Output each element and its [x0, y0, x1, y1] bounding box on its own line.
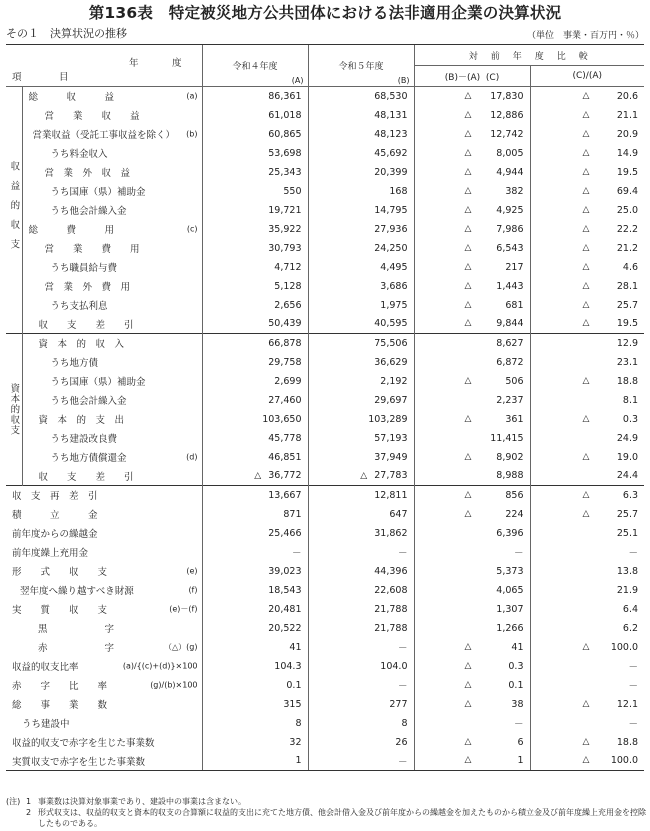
- negative-triangle-icon: △: [360, 471, 368, 482]
- row-label: 実 質 収 支 (e)－(f): [12, 604, 198, 616]
- header-comparison: 対 前 年 度 比 較: [414, 45, 644, 66]
- cell-r4: 86,361: [202, 87, 308, 106]
- row-label: 前年度からの繰越金: [12, 529, 98, 540]
- group-label-shihon: 資本的収支: [6, 334, 22, 486]
- table-row: [6, 239, 644, 258]
- cell-r4: 50,439: [202, 315, 308, 334]
- table-row: [6, 87, 644, 106]
- cell-r4: 61,018: [202, 106, 308, 125]
- cell-r4: 32: [202, 733, 308, 752]
- cell-r5: －: [308, 752, 414, 771]
- cell-r5: 104.0: [308, 657, 414, 676]
- header-r4-ref: (A): [291, 76, 304, 85]
- cell-diff: △ 6: [414, 733, 530, 752]
- unit-note: （単位 事業・百万円・％）: [526, 31, 644, 41]
- cell-r4: 19,721: [202, 201, 308, 220]
- row-label: うち料金収入: [50, 149, 108, 160]
- cell-diff: △ 4,925: [414, 201, 530, 220]
- cell-diff: △ 0.1: [414, 676, 530, 695]
- cell-diff: △ 1: [414, 752, 530, 771]
- cell-diff: △ 9,844: [414, 315, 530, 334]
- row-label: 収 支 差 引: [38, 319, 134, 331]
- negative-triangle-icon: △: [582, 451, 590, 462]
- cell-ratio: 6.4: [530, 600, 644, 619]
- cell-r5: －: [308, 543, 414, 562]
- table-row: [6, 334, 644, 353]
- row-label: 営 業 外 収 益: [44, 168, 131, 179]
- row-ref: (g)/(b)×100: [150, 680, 198, 690]
- row-label: 前年度繰上充用金: [12, 548, 89, 559]
- cell-r5: 8: [308, 714, 414, 733]
- row-label: 収 支 再 差 引: [6, 486, 202, 505]
- cell-r5: 277: [308, 695, 414, 714]
- negative-triangle-icon: △: [464, 679, 472, 690]
- negative-triangle-icon: △: [464, 109, 472, 120]
- row-ref: (e): [186, 566, 198, 576]
- cell-diff: △ 856: [414, 486, 530, 505]
- cell-ratio: △ 18.8: [530, 733, 644, 752]
- table-row: [6, 543, 644, 562]
- cell-r5: 31,862: [308, 524, 414, 543]
- cell-r4: 39,023: [202, 562, 308, 581]
- cell-r5: 1,975: [308, 296, 414, 315]
- table-row: [6, 676, 644, 695]
- cell-diff: 11,415: [414, 429, 530, 448]
- cell-r5: 36,629: [308, 353, 414, 372]
- cell-r4: 0.1: [202, 676, 308, 695]
- table-row: [6, 201, 644, 220]
- row-ref: (f): [188, 585, 198, 595]
- row-label: 資 本 的 支 出: [38, 415, 125, 426]
- negative-triangle-icon: △: [254, 471, 262, 482]
- cell-diff: △ 382: [414, 182, 530, 201]
- negative-triangle-icon: △: [582, 90, 590, 101]
- cell-r4: －: [202, 543, 308, 562]
- negative-triangle-icon: △: [582, 204, 590, 215]
- row-label: 収益的収支比率 (a)/{(c)+(d)}×100: [12, 661, 198, 673]
- table-row: [6, 714, 644, 733]
- cell-r4: 60,865: [202, 125, 308, 144]
- cell-ratio: △ 20.6: [530, 87, 644, 106]
- negative-triangle-icon: △: [582, 185, 590, 196]
- cell-diff: 4,065: [414, 581, 530, 600]
- notes-head: (注): [6, 797, 21, 806]
- cell-ratio: 13.8: [530, 562, 644, 581]
- row-label: うち建設改良費: [50, 434, 118, 445]
- cell-r4: 2,656: [202, 296, 308, 315]
- cell-r4: 35,922: [202, 220, 308, 239]
- cell-r4: 1: [202, 752, 308, 771]
- cell-ratio: △ 4.6: [530, 258, 644, 277]
- negative-triangle-icon: △: [464, 508, 472, 519]
- negative-triangle-icon: △: [464, 660, 472, 671]
- cell-r4: 66,878: [202, 334, 308, 353]
- table-row: [6, 372, 644, 391]
- cell-ratio: －: [530, 714, 644, 733]
- cell-r5: 103,289: [308, 410, 414, 429]
- cell-r5: 3,686: [308, 277, 414, 296]
- negative-triangle-icon: △: [464, 489, 472, 500]
- footnotes: (注) 1 事業数は決算対象事業であり、建設中の事業は含まない。 2 形式収支は、収益的収支と資本的収支の合算額に収益的支出に充てた地方債、他会計借入金及び前年度からの繰越金を加えたものから積立金及び前年度繰上充用金を控除したものである。: [6, 797, 646, 828]
- negative-triangle-icon: △: [464, 185, 472, 196]
- cell-r5: 21,788: [308, 619, 414, 638]
- table-row: [6, 410, 644, 429]
- cell-diff: 1,307: [414, 600, 530, 619]
- negative-triangle-icon: △: [582, 280, 590, 291]
- row-ref: （△）(g): [164, 642, 198, 652]
- table-row: [6, 638, 644, 657]
- cell-r5: 37,949: [308, 448, 414, 467]
- negative-triangle-icon: △: [464, 280, 472, 291]
- negative-triangle-icon: △: [464, 166, 472, 177]
- cell-diff: 2,237: [414, 391, 530, 410]
- cell-diff: 8,627: [414, 334, 530, 353]
- cell-r4: 103,650: [202, 410, 308, 429]
- table-row: [6, 733, 644, 752]
- header-item: 項 目: [12, 72, 83, 83]
- cell-r4: 46,851: [202, 448, 308, 467]
- negative-triangle-icon: △: [464, 451, 472, 462]
- cell-r5: 4,495: [308, 258, 414, 277]
- table-row: [6, 144, 644, 163]
- cell-r4: 25,466: [202, 524, 308, 543]
- cell-ratio: △ 20.9: [530, 125, 644, 144]
- table-row: [6, 467, 644, 486]
- header-year: 年 度: [128, 58, 194, 69]
- cell-r5: 45,692: [308, 144, 414, 163]
- table-row: [6, 581, 644, 600]
- note-1: 事業数は決算対象事業であり、建設中の事業は含まない。: [38, 797, 246, 806]
- cell-r4: 8: [202, 714, 308, 733]
- table-body: [6, 87, 644, 771]
- row-label: うち国庫（県）補助金: [50, 377, 146, 388]
- row-label: うち国庫（県）補助金: [50, 187, 146, 198]
- section-subtitle: その１ 決算状況の推移: [6, 27, 127, 40]
- negative-triangle-icon: △: [582, 109, 590, 120]
- cell-ratio: △ 18.8: [530, 372, 644, 391]
- cell-r5: －: [308, 676, 414, 695]
- row-label: 総 収 益 (a): [28, 91, 198, 104]
- negative-triangle-icon: △: [464, 90, 472, 101]
- table-row: [6, 315, 644, 334]
- row-label: 赤 字 比 率 (g)/(b)×100: [12, 680, 198, 692]
- cell-r4: 104.3: [202, 657, 308, 676]
- negative-triangle-icon: △: [582, 261, 590, 272]
- negative-triangle-icon: △: [582, 641, 590, 652]
- cell-ratio: △ 19.5: [530, 163, 644, 182]
- cell-r5: 27,936: [308, 220, 414, 239]
- cell-diff: △ 8,005: [414, 144, 530, 163]
- cell-r5: 40,595: [308, 315, 414, 334]
- cell-ratio: △ 0.3: [530, 410, 644, 429]
- page-title: 第136表 特定被災地方公共団体における法非適用企業の決算状況: [88, 4, 562, 22]
- cell-ratio: △ 19.5: [530, 315, 644, 334]
- negative-triangle-icon: △: [464, 375, 472, 386]
- negative-triangle-icon: △: [582, 489, 590, 500]
- cell-ratio: △ 25.7: [530, 505, 644, 524]
- cell-diff: △ 12,886: [414, 106, 530, 125]
- cell-r5: △ 27,783: [308, 467, 414, 486]
- table-row: [6, 125, 644, 144]
- negative-triangle-icon: △: [582, 242, 590, 253]
- cell-diff: 1,266: [414, 619, 530, 638]
- cell-r5: 48,123: [308, 125, 414, 144]
- row-label: 総 費 用 (c): [28, 224, 198, 236]
- header-diff-ref: (C): [485, 72, 500, 83]
- table-row: [6, 562, 644, 581]
- cell-r5: 29,697: [308, 391, 414, 410]
- negative-triangle-icon: △: [464, 261, 472, 272]
- note-2: 形式収支は、収益的収支と資本的収支の合算額に収益的支出に充てた地方債、他会計借入金及び前年度からの繰越金を加えたものから積立金及び前年度繰上充用金を控除したものである。: [38, 807, 646, 828]
- cell-ratio: 12.9: [530, 334, 644, 353]
- header-r5-ref: (B): [397, 76, 410, 85]
- negative-triangle-icon: △: [464, 698, 472, 709]
- row-label: うち地方債: [50, 358, 99, 369]
- negative-triangle-icon: △: [582, 223, 590, 234]
- row-ref: (a): [186, 91, 198, 101]
- cell-ratio: △ 100.0: [530, 752, 644, 771]
- cell-diff: △ 506: [414, 372, 530, 391]
- table-row: [6, 486, 644, 505]
- table-row: [6, 657, 644, 676]
- cell-ratio: △ 25.7: [530, 296, 644, 315]
- cell-diff: 8,988: [414, 467, 530, 486]
- table-row: [6, 448, 644, 467]
- table-row: [6, 353, 644, 372]
- table-row: [6, 524, 644, 543]
- row-ref: (a)/{(c)+(d)}×100: [122, 661, 198, 671]
- cell-ratio: 8.1: [530, 391, 644, 410]
- negative-triangle-icon: △: [582, 755, 590, 766]
- cell-diff: －: [414, 714, 530, 733]
- negative-triangle-icon: △: [582, 299, 590, 310]
- cell-r4: 29,758: [202, 353, 308, 372]
- cell-ratio: 23.1: [530, 353, 644, 372]
- cell-ratio: －: [530, 543, 644, 562]
- cell-r5: 75,506: [308, 334, 414, 353]
- cell-r4: 4,712: [202, 258, 308, 277]
- cell-diff: 6,872: [414, 353, 530, 372]
- cell-diff: △ 12,742: [414, 125, 530, 144]
- negative-triangle-icon: △: [464, 755, 472, 766]
- cell-r5: 24,250: [308, 239, 414, 258]
- negative-triangle-icon: △: [464, 242, 472, 253]
- row-label: 積 立 金: [12, 510, 98, 521]
- cell-diff: △ 6,543: [414, 239, 530, 258]
- cell-ratio: 25.1: [530, 524, 644, 543]
- row-label: 営 業 外 費 用: [44, 282, 131, 293]
- table-row: [6, 106, 644, 125]
- row-label: 営 業 収 益: [44, 111, 140, 122]
- cell-r4: 315: [202, 695, 308, 714]
- table-row: [6, 391, 644, 410]
- header-diff: (B)－(A) (C): [414, 66, 530, 87]
- cell-ratio: △ 22.2: [530, 220, 644, 239]
- negative-triangle-icon: △: [464, 147, 472, 158]
- cell-diff: △ 1,443: [414, 277, 530, 296]
- cell-r5: 22,608: [308, 581, 414, 600]
- cell-r5: 647: [308, 505, 414, 524]
- cell-r4: 13,667: [202, 486, 308, 505]
- cell-r5: 2,192: [308, 372, 414, 391]
- cell-r4: △ 36,772: [202, 467, 308, 486]
- negative-triangle-icon: △: [582, 166, 590, 177]
- table-row: [6, 619, 644, 638]
- cell-diff: △ 4,944: [414, 163, 530, 182]
- row-label: 赤 字 （△）(g): [38, 642, 198, 654]
- cell-diff: △ 224: [414, 505, 530, 524]
- cell-ratio: 21.9: [530, 581, 644, 600]
- row-label: 黒 字: [38, 624, 115, 635]
- negative-triangle-icon: △: [464, 318, 472, 329]
- negative-triangle-icon: △: [582, 318, 590, 329]
- cell-diff: －: [414, 543, 530, 562]
- cell-r4: 871: [202, 505, 308, 524]
- cell-r5: 14,795: [308, 201, 414, 220]
- negative-triangle-icon: △: [464, 641, 472, 652]
- cell-r4: 53,698: [202, 144, 308, 163]
- cell-ratio: －: [530, 657, 644, 676]
- cell-ratio: 24.9: [530, 429, 644, 448]
- cell-diff: 6,396: [414, 524, 530, 543]
- cell-ratio: △ 19.0: [530, 448, 644, 467]
- negative-triangle-icon: △: [582, 413, 590, 424]
- row-label: 営業収益（受託工事収益を除く） (b): [32, 129, 198, 141]
- row-label: うち他会計繰入金: [50, 396, 127, 407]
- cell-r4: 2,699: [202, 372, 308, 391]
- cell-ratio: △ 100.0: [530, 638, 644, 657]
- table-row: [6, 600, 644, 619]
- row-label: 収 支 差 引: [38, 471, 134, 483]
- cell-diff: △ 7,986: [414, 220, 530, 239]
- cell-r4: 41: [202, 638, 308, 657]
- cell-r4: 30,793: [202, 239, 308, 258]
- cell-diff: 5,373: [414, 562, 530, 581]
- cell-ratio: －: [530, 676, 644, 695]
- negative-triangle-icon: △: [464, 204, 472, 215]
- cell-r5: 168: [308, 182, 414, 201]
- table-row: [6, 695, 644, 714]
- negative-triangle-icon: △: [464, 736, 472, 747]
- cell-diff: △ 17,830: [414, 87, 530, 106]
- negative-triangle-icon: △: [582, 375, 590, 386]
- row-ref: (c): [186, 224, 198, 234]
- cell-r5: －: [308, 638, 414, 657]
- negative-triangle-icon: △: [582, 698, 590, 709]
- negative-triangle-icon: △: [464, 128, 472, 139]
- negative-triangle-icon: △: [582, 128, 590, 139]
- cell-r4: 27,460: [202, 391, 308, 410]
- negative-triangle-icon: △: [464, 413, 472, 424]
- negative-triangle-icon: △: [582, 736, 590, 747]
- cell-r5: 44,396: [308, 562, 414, 581]
- negative-triangle-icon: △: [582, 147, 590, 158]
- cell-r5: 20,399: [308, 163, 414, 182]
- table-row: [6, 429, 644, 448]
- cell-r4: 20,481: [202, 600, 308, 619]
- header-r4: 令和４年度 (A): [202, 45, 308, 87]
- table-row: [6, 220, 644, 239]
- table-row: [6, 258, 644, 277]
- cell-r5: 68,530: [308, 87, 414, 106]
- cell-r5: 57,193: [308, 429, 414, 448]
- row-label: 形 式 収 支 (e): [12, 566, 198, 578]
- cell-r4: 18,543: [202, 581, 308, 600]
- cell-diff: △ 681: [414, 296, 530, 315]
- cell-ratio: △ 14.9: [530, 144, 644, 163]
- table-row: [6, 296, 644, 315]
- cell-ratio: 24.4: [530, 467, 644, 486]
- row-label: うち建設中: [22, 719, 70, 730]
- negative-triangle-icon: △: [464, 299, 472, 310]
- header-item-year: [6, 45, 202, 87]
- header-r5: 令和５年度 (B): [308, 45, 414, 87]
- row-label: 営 業 費 用: [44, 244, 140, 255]
- cell-ratio: △ 25.0: [530, 201, 644, 220]
- cell-r4: 5,128: [202, 277, 308, 296]
- row-label: 収益的収支で赤字を生じた事業数: [12, 738, 155, 749]
- cell-diff: △ 8,902: [414, 448, 530, 467]
- cell-ratio: 6.2: [530, 619, 644, 638]
- cell-diff: △ 361: [414, 410, 530, 429]
- negative-triangle-icon: △: [582, 508, 590, 519]
- negative-triangle-icon: △: [464, 223, 472, 234]
- cell-diff: △ 41: [414, 638, 530, 657]
- cell-r4: 25,343: [202, 163, 308, 182]
- cell-r4: 45,778: [202, 429, 308, 448]
- row-label: 総 事 業 数: [12, 700, 108, 711]
- cell-r5: 48,131: [308, 106, 414, 125]
- row-label: うち支払利息: [50, 301, 108, 312]
- cell-ratio: △ 21.2: [530, 239, 644, 258]
- row-label: うち他会計繰入金: [50, 206, 127, 217]
- cell-ratio: △ 12.1: [530, 695, 644, 714]
- row-ref: (b): [186, 129, 198, 139]
- row-ref: (e)－(f): [169, 604, 198, 614]
- cell-r4: 20,522: [202, 619, 308, 638]
- cell-r5: 21,788: [308, 600, 414, 619]
- row-label: 翌年度へ繰り越すべき財源 (f): [20, 585, 198, 597]
- row-label: 資 本 的 収 入: [22, 334, 202, 353]
- row-label: うち職員給与費: [50, 263, 118, 274]
- table-row: [6, 182, 644, 201]
- header-ratio: (C)/(A): [530, 66, 644, 87]
- cell-diff: △ 217: [414, 258, 530, 277]
- cell-diff: △ 38: [414, 695, 530, 714]
- cell-ratio: △ 6.3: [530, 486, 644, 505]
- row-label: うち地方債償還金 (d): [50, 452, 198, 464]
- group-label-shueki: 収益的収支: [6, 87, 22, 334]
- cell-ratio: △ 28.1: [530, 277, 644, 296]
- table-row: [6, 505, 644, 524]
- cell-diff: △ 0.3: [414, 657, 530, 676]
- row-ref: (d): [186, 452, 198, 462]
- table-row: [6, 163, 644, 182]
- table-row: [6, 752, 644, 771]
- cell-ratio: △ 21.1: [530, 106, 644, 125]
- cell-r5: 26: [308, 733, 414, 752]
- cell-r5: 12,811: [308, 486, 414, 505]
- cell-ratio: △ 69.4: [530, 182, 644, 201]
- cell-r4: 550: [202, 182, 308, 201]
- table-row: [6, 277, 644, 296]
- settlement-table: [6, 44, 644, 771]
- row-label: 実質収支で赤字を生じた事業数: [6, 752, 202, 771]
